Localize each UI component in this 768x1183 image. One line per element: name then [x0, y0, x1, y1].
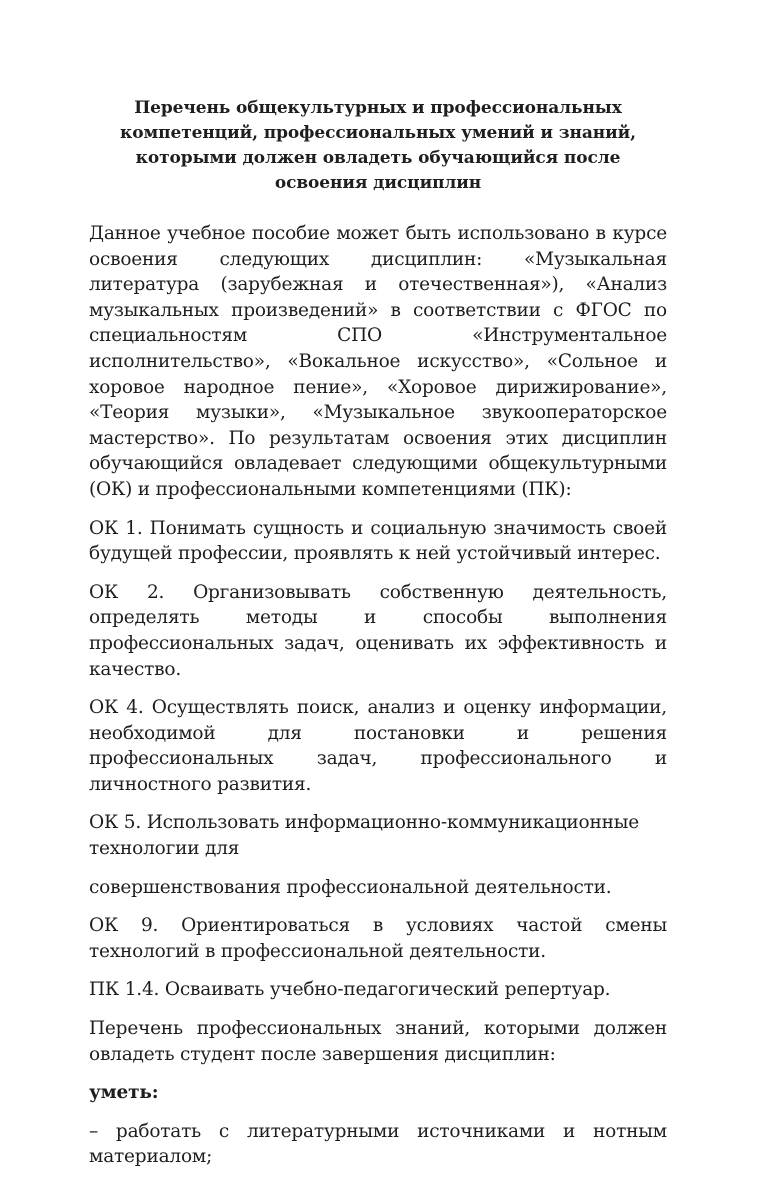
knowledge-intro: Перечень профессиональных знаний, которыми должен овладеть студент после завершения дисциплин: — [89, 1018, 667, 1065]
competency-ok9: ОК 9. Ориентироваться в условиях частой смены технологий в профессиональной деятельности. — [89, 915, 667, 962]
title-line-4: освоения дисциплин — [274, 173, 482, 193]
competency-ok5-part2: совершенствования профессиональной деятельности. — [89, 876, 612, 898]
intro-paragraph: Данное учебное пособие может быть использовано в курсе освоения следующих дисциплин: «Музыкальная литература (зарубежная и отечественная»), «Анализ музыкальных произведений» в соответствии с ФГОС по специальностям СПО «Инструментальное исполнительство», «Вокальное искусство», «Сольное и хоровое народное пение», «Хоровое дирижирование», «Теория музыки», «Музыкальное звукооператорское мастерство». По результатам освоения этих дисциплин обучающийся овладевает следующими общекультурными (ОК) и профессиональными компетенциями (ПК): — [89, 223, 667, 500]
skills-heading: уметь: — [89, 1082, 159, 1104]
title-line-1: Перечень общекультурных и профессиональных — [134, 98, 622, 118]
title-line-3: которыми должен овладеть обучающийся после — [135, 148, 621, 168]
section-title — [89, 96, 667, 196]
title-line-2: компетенций, профессиональных умений и знаний, — [120, 123, 636, 143]
competency-ok2: ОК 2. Организовывать собственную деятельность, определять методы и способы выполнения профессиональных задач, оценивать их эффективность и качество. — [89, 581, 667, 680]
competency-ok1: ОК 1. Понимать сущность и социальную значимость своей будущей профессии, проявлять к ней устойчивый интерес. — [89, 517, 667, 565]
competency-pk14: ПК 1.4. Осваивать учебно-педагогический репертуар. — [89, 979, 611, 1001]
skill-item-1: – работать с литературными источниками и нотным материалом; — [89, 1120, 667, 1168]
competency-ok5-part1: ОК 5. Использовать информационно-коммуникационные технологии для — [89, 812, 640, 860]
document-page — [89, 96, 667, 1183]
competency-ok4: ОК 4. Осуществлять поиск, анализ и оценку информации, необходимой для постановки и решения профессиональных задач, профессионального и личностного развития. — [89, 697, 667, 795]
